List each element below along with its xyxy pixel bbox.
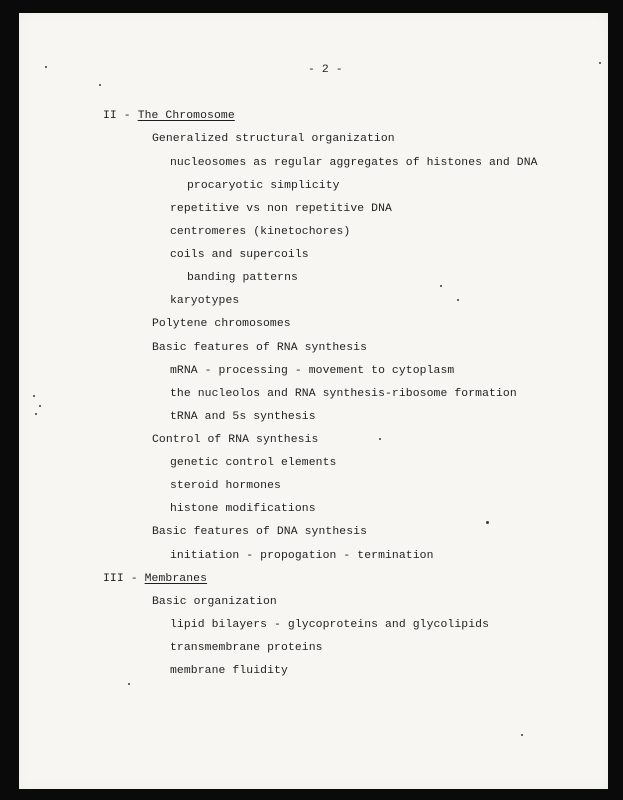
outline-item: procaryotic simplicity <box>187 180 340 192</box>
paper-speck <box>128 683 130 685</box>
paper-speck <box>33 395 35 397</box>
section-numeral: II - <box>103 110 138 122</box>
paper-speck <box>39 405 41 407</box>
paper-speck <box>457 299 459 301</box>
paper-speck <box>45 66 47 68</box>
paper-speck <box>521 734 523 736</box>
outline-item: nucleosomes as regular aggregates of histones and DNA <box>170 157 538 169</box>
outline-item: transmembrane proteins <box>170 642 323 654</box>
outline-item: Generalized structural organization <box>152 133 395 145</box>
page-number: - 2 - <box>308 64 343 76</box>
outline-item: coils and supercoils <box>170 249 309 261</box>
outline-item: Basic features of RNA synthesis <box>152 342 368 354</box>
section-title: The Chromosome <box>137 110 235 122</box>
outline-item: steroid hormones <box>170 480 281 492</box>
outline-item: genetic control elements <box>170 457 337 469</box>
paper-speck <box>486 521 489 524</box>
outline-item: Polytene chromosomes <box>152 318 291 330</box>
outline-item: mRNA - processing - movement to cytoplasm <box>170 365 455 377</box>
section-title: Membranes <box>144 573 208 585</box>
paper-speck <box>440 285 442 287</box>
outline-item: centromeres (kinetochores) <box>170 226 351 238</box>
outline-item: Control of RNA synthesis <box>152 434 319 446</box>
outline-item: Basic features of DNA synthesis <box>152 526 368 538</box>
outline-item: Basic organization <box>152 596 277 608</box>
outline-item: the nucleolos and RNA synthesis-ribosome formation <box>170 388 517 400</box>
outline-item: membrane fluidity <box>170 665 288 677</box>
section-heading-membranes <box>103 572 207 586</box>
paper-speck <box>35 413 37 415</box>
outline-item: banding patterns <box>187 272 298 284</box>
section-numeral: III - <box>103 573 145 585</box>
document-page <box>19 13 608 789</box>
outline-item: lipid bilayers - glycoproteins and glycolipids <box>170 619 490 631</box>
outline-item: histone modifications <box>170 503 316 515</box>
outline-item: initiation - propogation - termination <box>170 550 434 562</box>
outline-item: karyotypes <box>170 295 240 307</box>
outline-item: tRNA and 5s synthesis <box>170 411 316 423</box>
paper-speck <box>379 438 381 440</box>
paper-speck <box>99 84 101 86</box>
outline-item: repetitive vs non repetitive DNA <box>170 203 392 215</box>
paper-speck <box>599 62 601 64</box>
section-heading-chromosome <box>103 109 235 123</box>
